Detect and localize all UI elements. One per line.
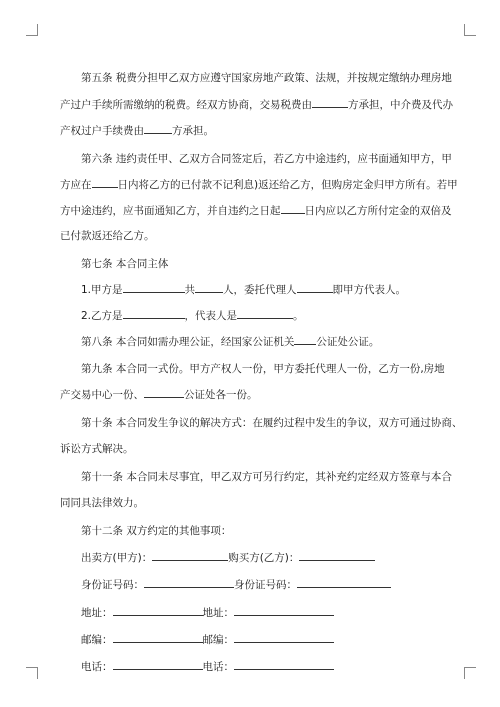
buyer-id-field[interactable] <box>297 578 391 588</box>
clause-6-line-1 <box>60 151 452 166</box>
seller-field[interactable] <box>152 551 228 561</box>
clause-7-title <box>60 256 168 271</box>
seller-address-label: 地址： <box>81 607 113 619</box>
crop-mark-bottom-left <box>26 667 38 679</box>
clause-11-text: 同同具法律效力。 <box>60 497 144 509</box>
buyer-address-field[interactable] <box>234 606 334 616</box>
clause-6-line-3 <box>60 203 452 218</box>
clause-6-line-4 <box>60 228 155 243</box>
blank-field[interactable] <box>144 124 172 134</box>
blank-field[interactable] <box>123 283 185 293</box>
clause-7-party-a <box>60 282 406 297</box>
signature-row-postcode <box>60 632 334 647</box>
clause-12-title <box>60 523 231 538</box>
buyer-phone-field[interactable] <box>234 660 334 670</box>
clause-9-text: 第九条 本合同一式份。甲方产权人一份，甲方委托代理人一份，乙方一份,房地 <box>81 363 445 375</box>
seller-phone-field[interactable] <box>113 660 203 670</box>
clause-6-text: 方中途违约，应书面通知乙方，并自违约之日起 <box>60 205 281 217</box>
crop-mark-bottom-right <box>464 667 476 679</box>
blank-field[interactable] <box>195 283 223 293</box>
clause-7-text: ，代表人是 <box>184 310 238 322</box>
clause-5-text: 第五条 税费分担甲乙双方应遵守国家房地产政策、法规，并按规定缴纳办理房地 <box>81 72 452 84</box>
seller-id-label: 身份证号码： <box>81 579 144 591</box>
clause-5-line-2 <box>60 97 453 112</box>
clause-7-text: 即甲方代表人。 <box>332 284 407 296</box>
clause-11-text: 第十一条 本合同未尽事宜，甲乙双方可另行约定，其补充约定经双方签章与本合 <box>81 471 452 483</box>
seller-label: 出卖方(甲方)： <box>81 552 153 564</box>
blank-field[interactable] <box>281 204 305 214</box>
clause-5-text: 方承担，中介费及代办 <box>348 99 453 111</box>
clause-8-text: 第八条 本合同如需办理公证，经国家公证机关 <box>81 336 295 348</box>
clause-7-text: 1.甲方是 <box>81 284 123 296</box>
buyer-postcode-label: 邮编： <box>202 634 234 646</box>
clause-9-line-2 <box>60 387 258 402</box>
clause-5-line-1 <box>60 70 452 85</box>
clause-9-text: 产交易中心一份、 <box>60 389 144 401</box>
crop-mark-top-right <box>464 24 476 36</box>
blank-field[interactable] <box>237 309 293 319</box>
clause-6-text: 已付款返还给乙方。 <box>60 230 155 242</box>
clause-10-line-1 <box>60 415 462 430</box>
crop-mark-top-left <box>26 24 38 36</box>
clause-11-line-2 <box>60 495 144 510</box>
blank-field[interactable] <box>294 335 316 345</box>
clause-8-line-1 <box>60 334 379 349</box>
clause-11-line-1 <box>60 469 452 484</box>
seller-id-field[interactable] <box>144 578 234 588</box>
clause-5-text: 方承担。 <box>172 125 214 137</box>
clause-6-text: 第六条 违约责任甲、乙双方合同签定后，若乙方中途违约，应书面通知甲方，甲 <box>81 153 452 165</box>
seller-address-field[interactable] <box>113 606 203 616</box>
signature-row-id <box>60 577 391 592</box>
seller-postcode-field[interactable] <box>113 633 203 643</box>
clause-6-text: 日内将乙方的已付款不记利息)返还给乙方，但购房定金归甲方所有。若甲 <box>117 179 458 191</box>
clause-12-text: 第十二条 双方约定的其他事项： <box>81 525 232 537</box>
clause-7-text: 人，委托代理人 <box>223 284 297 296</box>
clause-10-text: 第十条 本合同发生争议的解决方式：在履约过程中发生的争议，双方可通过协商、 <box>81 417 463 429</box>
clause-7-text: 共 <box>184 284 196 296</box>
clause-6-line-2 <box>60 177 458 192</box>
blank-field[interactable] <box>297 283 333 293</box>
clause-10-line-2 <box>60 441 134 456</box>
seller-postcode-label: 邮编： <box>81 634 113 646</box>
buyer-postcode-field[interactable] <box>234 633 334 643</box>
buyer-field[interactable] <box>299 551 375 561</box>
clause-7-text: 第七条 本合同主体 <box>81 258 169 270</box>
clause-6-text: 日内应以乙方所付定金的双倍及 <box>304 205 452 217</box>
clause-5-line-3 <box>60 123 214 138</box>
buyer-phone-label: 电话： <box>202 661 234 673</box>
blank-field[interactable] <box>123 309 185 319</box>
buyer-label: 购买方(乙方)： <box>228 552 300 564</box>
clause-7-text: 2.乙方是 <box>81 310 123 322</box>
clause-9-text: 公证处各一份。 <box>184 389 258 401</box>
clause-10-text: 诉讼方式解决。 <box>60 443 134 455</box>
signature-row-phone <box>60 659 334 674</box>
blank-field[interactable] <box>92 178 118 188</box>
signature-row-parties <box>60 550 375 565</box>
buyer-id-label: 身份证号码： <box>234 579 297 591</box>
blank-field[interactable] <box>144 388 184 398</box>
clause-5-text: 产权过户手续费由 <box>60 125 144 137</box>
seller-phone-label: 电话： <box>81 661 113 673</box>
clause-5-text: 产过户手续所需缴纳的税费。经双方协商，交易税费由 <box>60 99 312 111</box>
clause-7-text: 。 <box>293 310 304 322</box>
signature-row-address <box>60 605 334 620</box>
clause-6-text: 方应在 <box>60 179 92 191</box>
clause-8-text: 公证处公证。 <box>316 336 380 348</box>
clause-9-line-1 <box>60 361 445 376</box>
buyer-address-label: 地址： <box>202 607 234 619</box>
blank-field[interactable] <box>312 98 348 108</box>
clause-7-party-b <box>60 308 304 323</box>
